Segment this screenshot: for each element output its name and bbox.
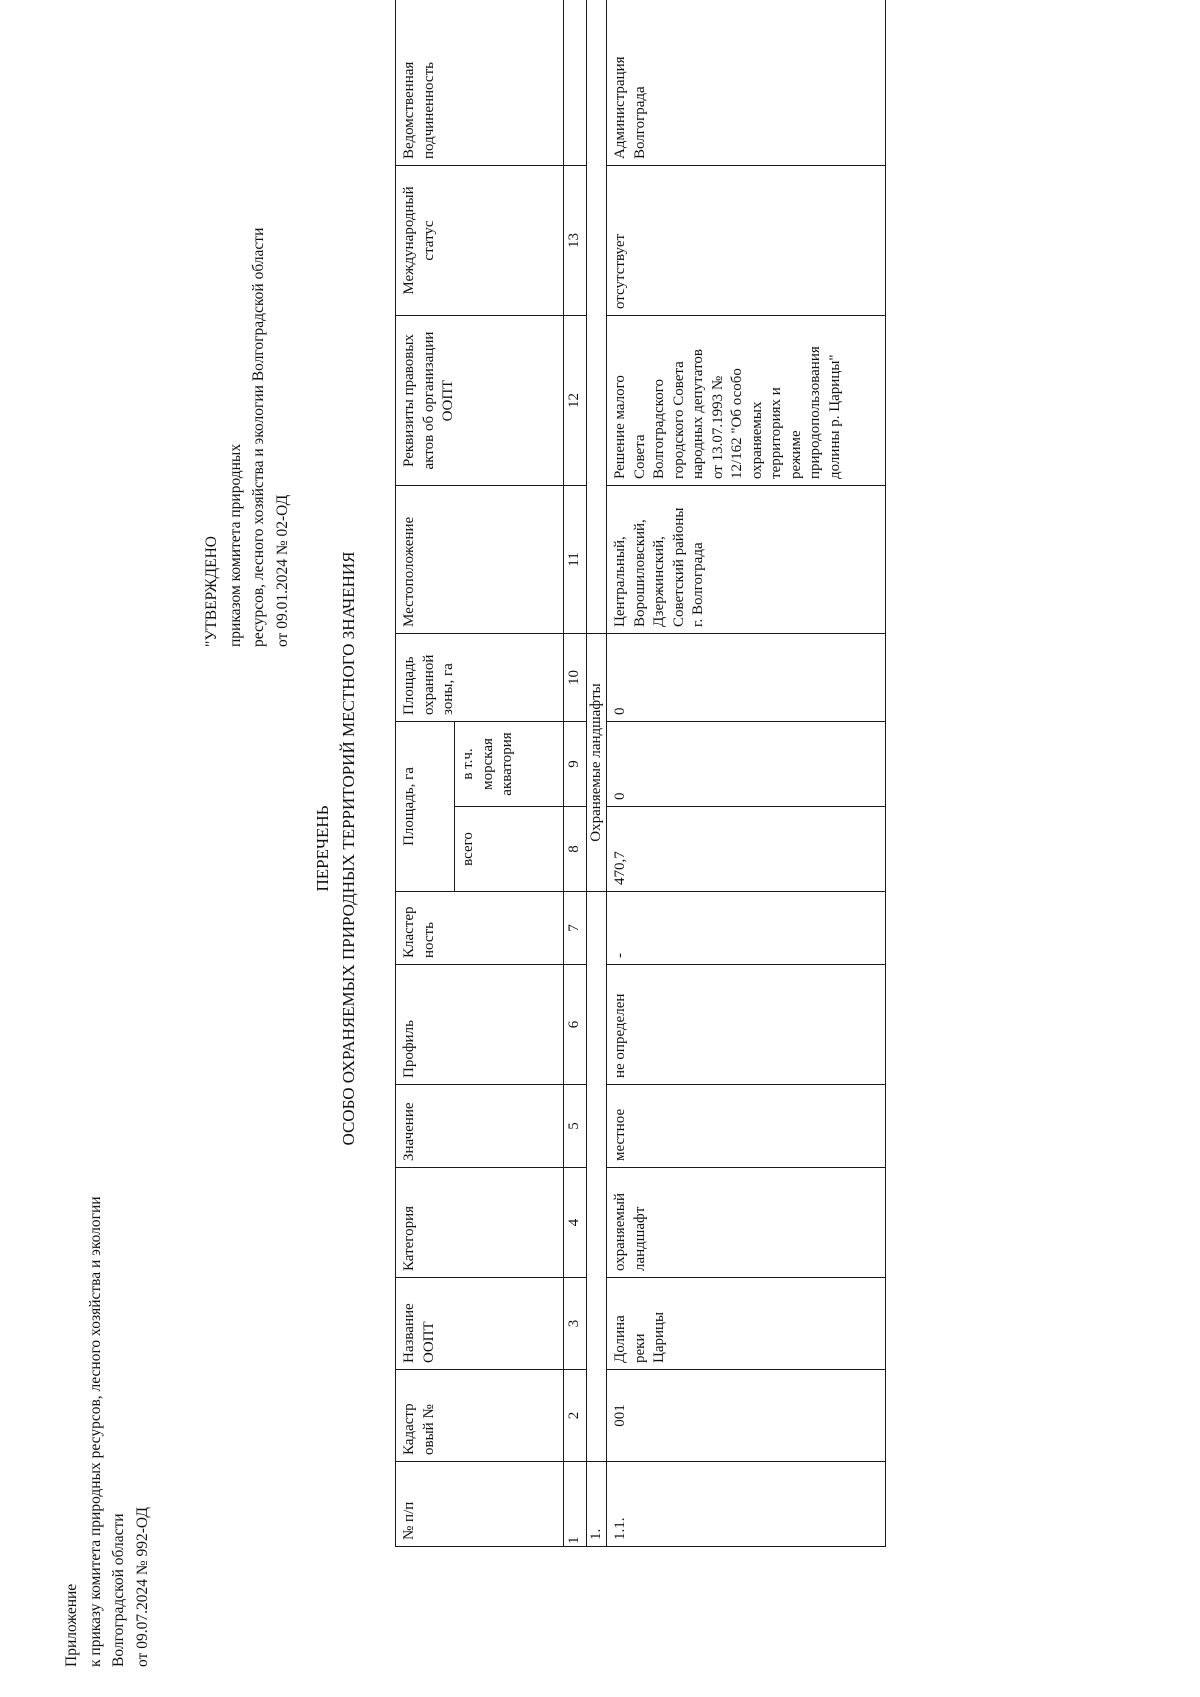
column-number: 1 (564, 1462, 587, 1547)
section-row (586, 0, 607, 1547)
appendix-line: к приказу комитета природных ресурсов, лесного хозяйства и экологии (86, 1196, 104, 1667)
column-number (564, 0, 587, 166)
oopt-registry-table (395, 0, 886, 1547)
column-number: 2 (564, 1370, 587, 1462)
column-numbers-row (564, 0, 587, 1547)
header-significance: Значение (396, 1085, 564, 1168)
title-line-1: ПЕРЕЧЕНЬ (313, 805, 332, 892)
cell-cadastral: 001 (607, 1370, 886, 1462)
title-line-2: ОСОБО ОХРАНЯЕМЫХ ПРИРОДНЫХ ТЕРРИТОРИЙ МЕСТНОГО ЗНАЧЕНИЯ (339, 551, 358, 1146)
section-spacer (586, 892, 607, 1462)
cell-profile: не определен (607, 965, 886, 1085)
approval-line: от 09.01.2024 № 02-ОД (273, 494, 291, 647)
approval-line: ресурсов, лесного хозяйства и экологии Волгоградской области (250, 227, 267, 647)
cell-location: Центральный, Ворошиловский, Дзержинский, Советский районы г. Волгограда (607, 486, 886, 634)
section-title: Охраняемые ландшафты (586, 634, 607, 892)
cell-npp: 1.1. (607, 1462, 886, 1547)
column-number: 7 (564, 892, 587, 965)
column-number: 11 (564, 486, 587, 634)
appendix-header (60, 1196, 154, 1667)
cell-name: Долина реки Царицы (607, 1278, 886, 1370)
column-number: 10 (564, 634, 587, 722)
header-category: Категория (396, 1168, 564, 1278)
table-row (607, 0, 886, 1547)
column-number: 4 (564, 1168, 587, 1278)
column-number: 8 (564, 807, 587, 892)
header-profile: Профиль (396, 965, 564, 1085)
cell-buffer-area: 0 (607, 634, 886, 722)
approval-line: приказом комитета природных (226, 443, 244, 647)
header-npp: № п/п (396, 1462, 564, 1547)
section-spacer (586, 0, 607, 634)
appendix-line: Волгоградской области (110, 1513, 127, 1667)
cell-cluster: - (607, 892, 886, 965)
header-location: Местоположение (396, 486, 564, 634)
cell-area-marine: 0 (607, 722, 886, 807)
header-intl-status: Международный статус (396, 166, 564, 316)
header-buffer-area: Площадь охранной зоны, га (396, 634, 564, 722)
header-legal-acts: Реквизиты правовых актов об организации ООПТ (396, 316, 564, 486)
header-area-total: всего (455, 807, 564, 892)
column-number: 13 (564, 166, 587, 316)
approval-line: "УТВЕРЖДЕНО (203, 536, 220, 647)
document-title (310, 0, 362, 1697)
header-area: Площадь, га (396, 722, 455, 892)
cell-subordination: Администрация Волгограда (607, 0, 886, 166)
section-number: 1. (586, 1462, 607, 1547)
column-number: 6 (564, 965, 587, 1085)
cell-category: охраняемый ландшафт (607, 1168, 886, 1278)
appendix-line: Приложение (63, 1583, 80, 1667)
header-name: Название ООПТ (396, 1278, 564, 1370)
column-number: 5 (564, 1085, 587, 1168)
appendix-line: от 09.07.2024 № 992-ОД (133, 1507, 151, 1667)
column-number: 3 (564, 1278, 587, 1370)
approval-header (200, 228, 294, 647)
header-area-marine: в т.ч. морская акватория (455, 722, 564, 807)
cell-legal-acts: Решение малого Совета Волгоградского городского Совета народных депутатов от 13.07.1993 № 12/162 "Об особо охраняемых территориях и режиме природопользования долины р. Царицы" (607, 316, 886, 486)
header-row (396, 0, 455, 1547)
column-number: 9 (564, 722, 587, 807)
column-number: 12 (564, 316, 587, 486)
header-subordination: Ведомственная подчиненность (396, 0, 564, 166)
header-cluster: Кластер ность (396, 892, 564, 965)
header-cadastral: Кадастр овый № (396, 1370, 564, 1462)
cell-intl-status: отсутствует (607, 166, 886, 316)
cell-area-total: 470,7 (607, 807, 886, 892)
cell-significance: местное (607, 1085, 886, 1168)
